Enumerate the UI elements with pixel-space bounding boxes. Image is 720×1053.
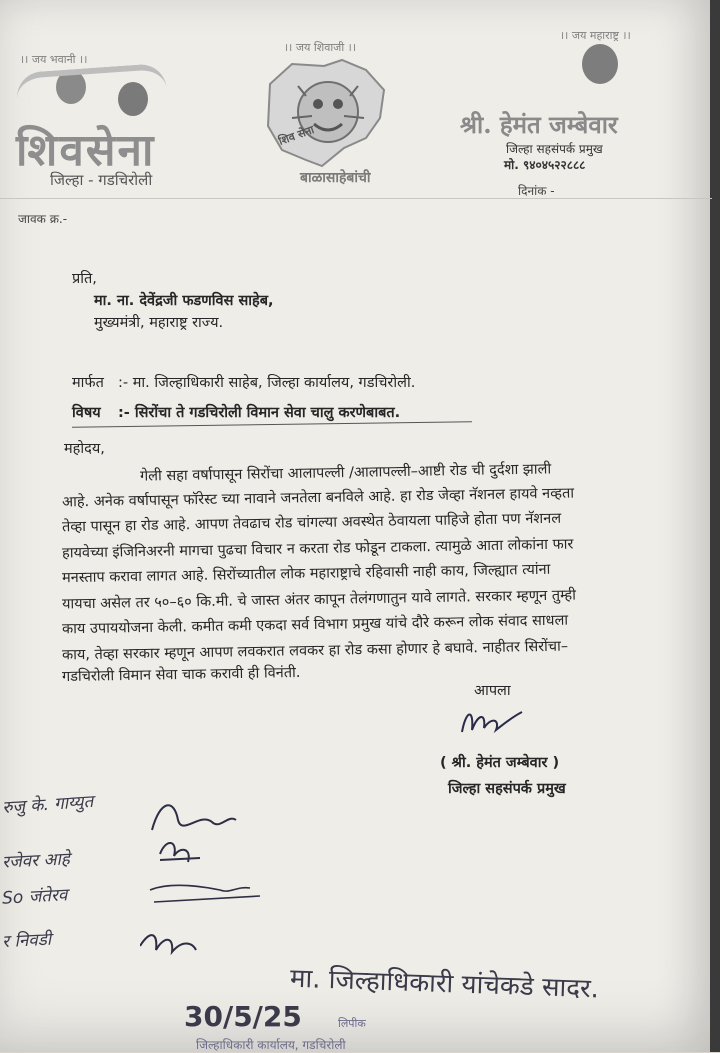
body-line: गेली सहा वर्षापासून सिरोंचा आलापल्ली /आलापल्ली–आष्टी रोड ची दुर्दशा झाली <box>139 461 552 485</box>
left-subtitle: जिल्हा - गडचिरोली <box>50 171 153 189</box>
ref-number-label: जावक क्र.- <box>18 212 68 226</box>
handwritten-date: 30/5/25 <box>184 1000 302 1033</box>
margin-note: So जंतेरव <box>1 885 68 909</box>
body-line: यायचा असेल तर ५०–६० कि.मी. चे जास्त अंतर कापून तेलंगणातुन यावे लागते. सरकार म्हणून तुम्ही <box>61 587 577 613</box>
closing-title: जिल्हा सहसंपर्क प्रमुख <box>448 781 566 797</box>
background-edge <box>710 0 720 1052</box>
closing-yours: आपला <box>474 683 511 699</box>
body-line: तेव्हा पासून हा रोड आहे. आपण तेवढाच रोड चांगल्या अवस्थेत ठेवायला पाहिजे होता पण नॅशनल <box>61 510 562 536</box>
center-tagline: ।। जय शिवाजी ।। <box>284 41 357 54</box>
header-divider <box>0 198 712 199</box>
closing-name: ( श्री. हेमंत जम्बेवार ) <box>440 755 560 771</box>
stamp-clerk: लिपीक <box>338 1017 366 1030</box>
recipient-role: मुख्यमंत्री, महाराष्ट्र राज्य. <box>94 315 224 331</box>
office-stamp: जिल्हाधिकारी कार्यालय, गडचिरोली <box>196 1038 346 1052</box>
sender-title-header: जिल्हा सहसंपर्क प्रमुख <box>506 142 603 156</box>
via-label: मार्फत <box>72 375 104 391</box>
subject-label: विषय <box>72 405 101 421</box>
salutation: महोदय, <box>64 441 105 457</box>
prati-label: प्रति, <box>72 271 97 287</box>
left-tagline: ।। जय भवानी ।। <box>20 53 88 66</box>
margin-note: रजेवर आहे <box>1 849 71 873</box>
sender-photo <box>582 44 618 84</box>
body-line: हायवेच्या इंजिनिअरनी मागचा पुढचा विचार न करता रोड फोडून टाकला. त्यामुळे आता लोकांना फार <box>61 536 574 562</box>
sender-name-header: श्री. हेमंत जम्बेवार <box>460 110 618 139</box>
center-subtitle: बाळासाहेबांची <box>300 170 371 186</box>
right-tagline: ।। जय महाराष्ट्र ।। <box>560 29 631 42</box>
forwarding-note: मा. जिल्हाधिकारी यांचेकडे सादर. <box>289 963 600 1005</box>
emblem-text: शिव सेना <box>276 123 316 148</box>
sender-signature <box>456 702 526 742</box>
body-line: मनस्ताप करावा लागत आहे. सिरोंच्यातील लोक महाराष्ट्राचे रहिवासी नाही काय, जिल्ह्यात त्यांना <box>61 561 551 587</box>
shivsena-logo: शिवसेना <box>16 125 156 176</box>
sender-mobile: मो. ९४०४५२२८८८ <box>504 158 586 172</box>
subject-text: :- सिरोंचा ते गडचिरोली विमान सेवा चालु करणेबाबत. <box>118 405 401 421</box>
body-line: काय, तेव्हा सरकार म्हणून आपण लवकरात लवकर हा रोड कसा होणार हे बघावे. नाहीतर सिरोंचा– <box>61 638 569 664</box>
margin-note: र निवडी <box>1 929 52 953</box>
recipient-name: मा. ना. देवेंद्रजी फडणविस साहेब, <box>94 293 274 309</box>
date-label: दिनांक - <box>518 184 555 198</box>
body-line: आहे. अनेक वर्षापासून फॉरेस्ट च्या नावाने जनतेला बनविले आहे. हा रोड जेव्हा नॅशनल हायवे नव्हता <box>61 485 575 511</box>
body-line: काय उपाययोजना केली. कमीत कमी एकदा सर्व विभाग प्रमुख यांचे दौरे करून लोक संवाद साधला <box>61 612 569 638</box>
tiger-map-emblem <box>262 56 392 172</box>
initials-scribbles <box>140 790 280 970</box>
body-line: गडचिरोली विमान सेवा चाक करावी ही विनंती. <box>61 664 301 686</box>
margin-note: रुजु के. गाय्युत <box>1 791 94 819</box>
via-text: :- मा. जिल्हाधिकारी साहेब, जिल्हा कार्यालय, गडचिरोली. <box>118 375 416 391</box>
